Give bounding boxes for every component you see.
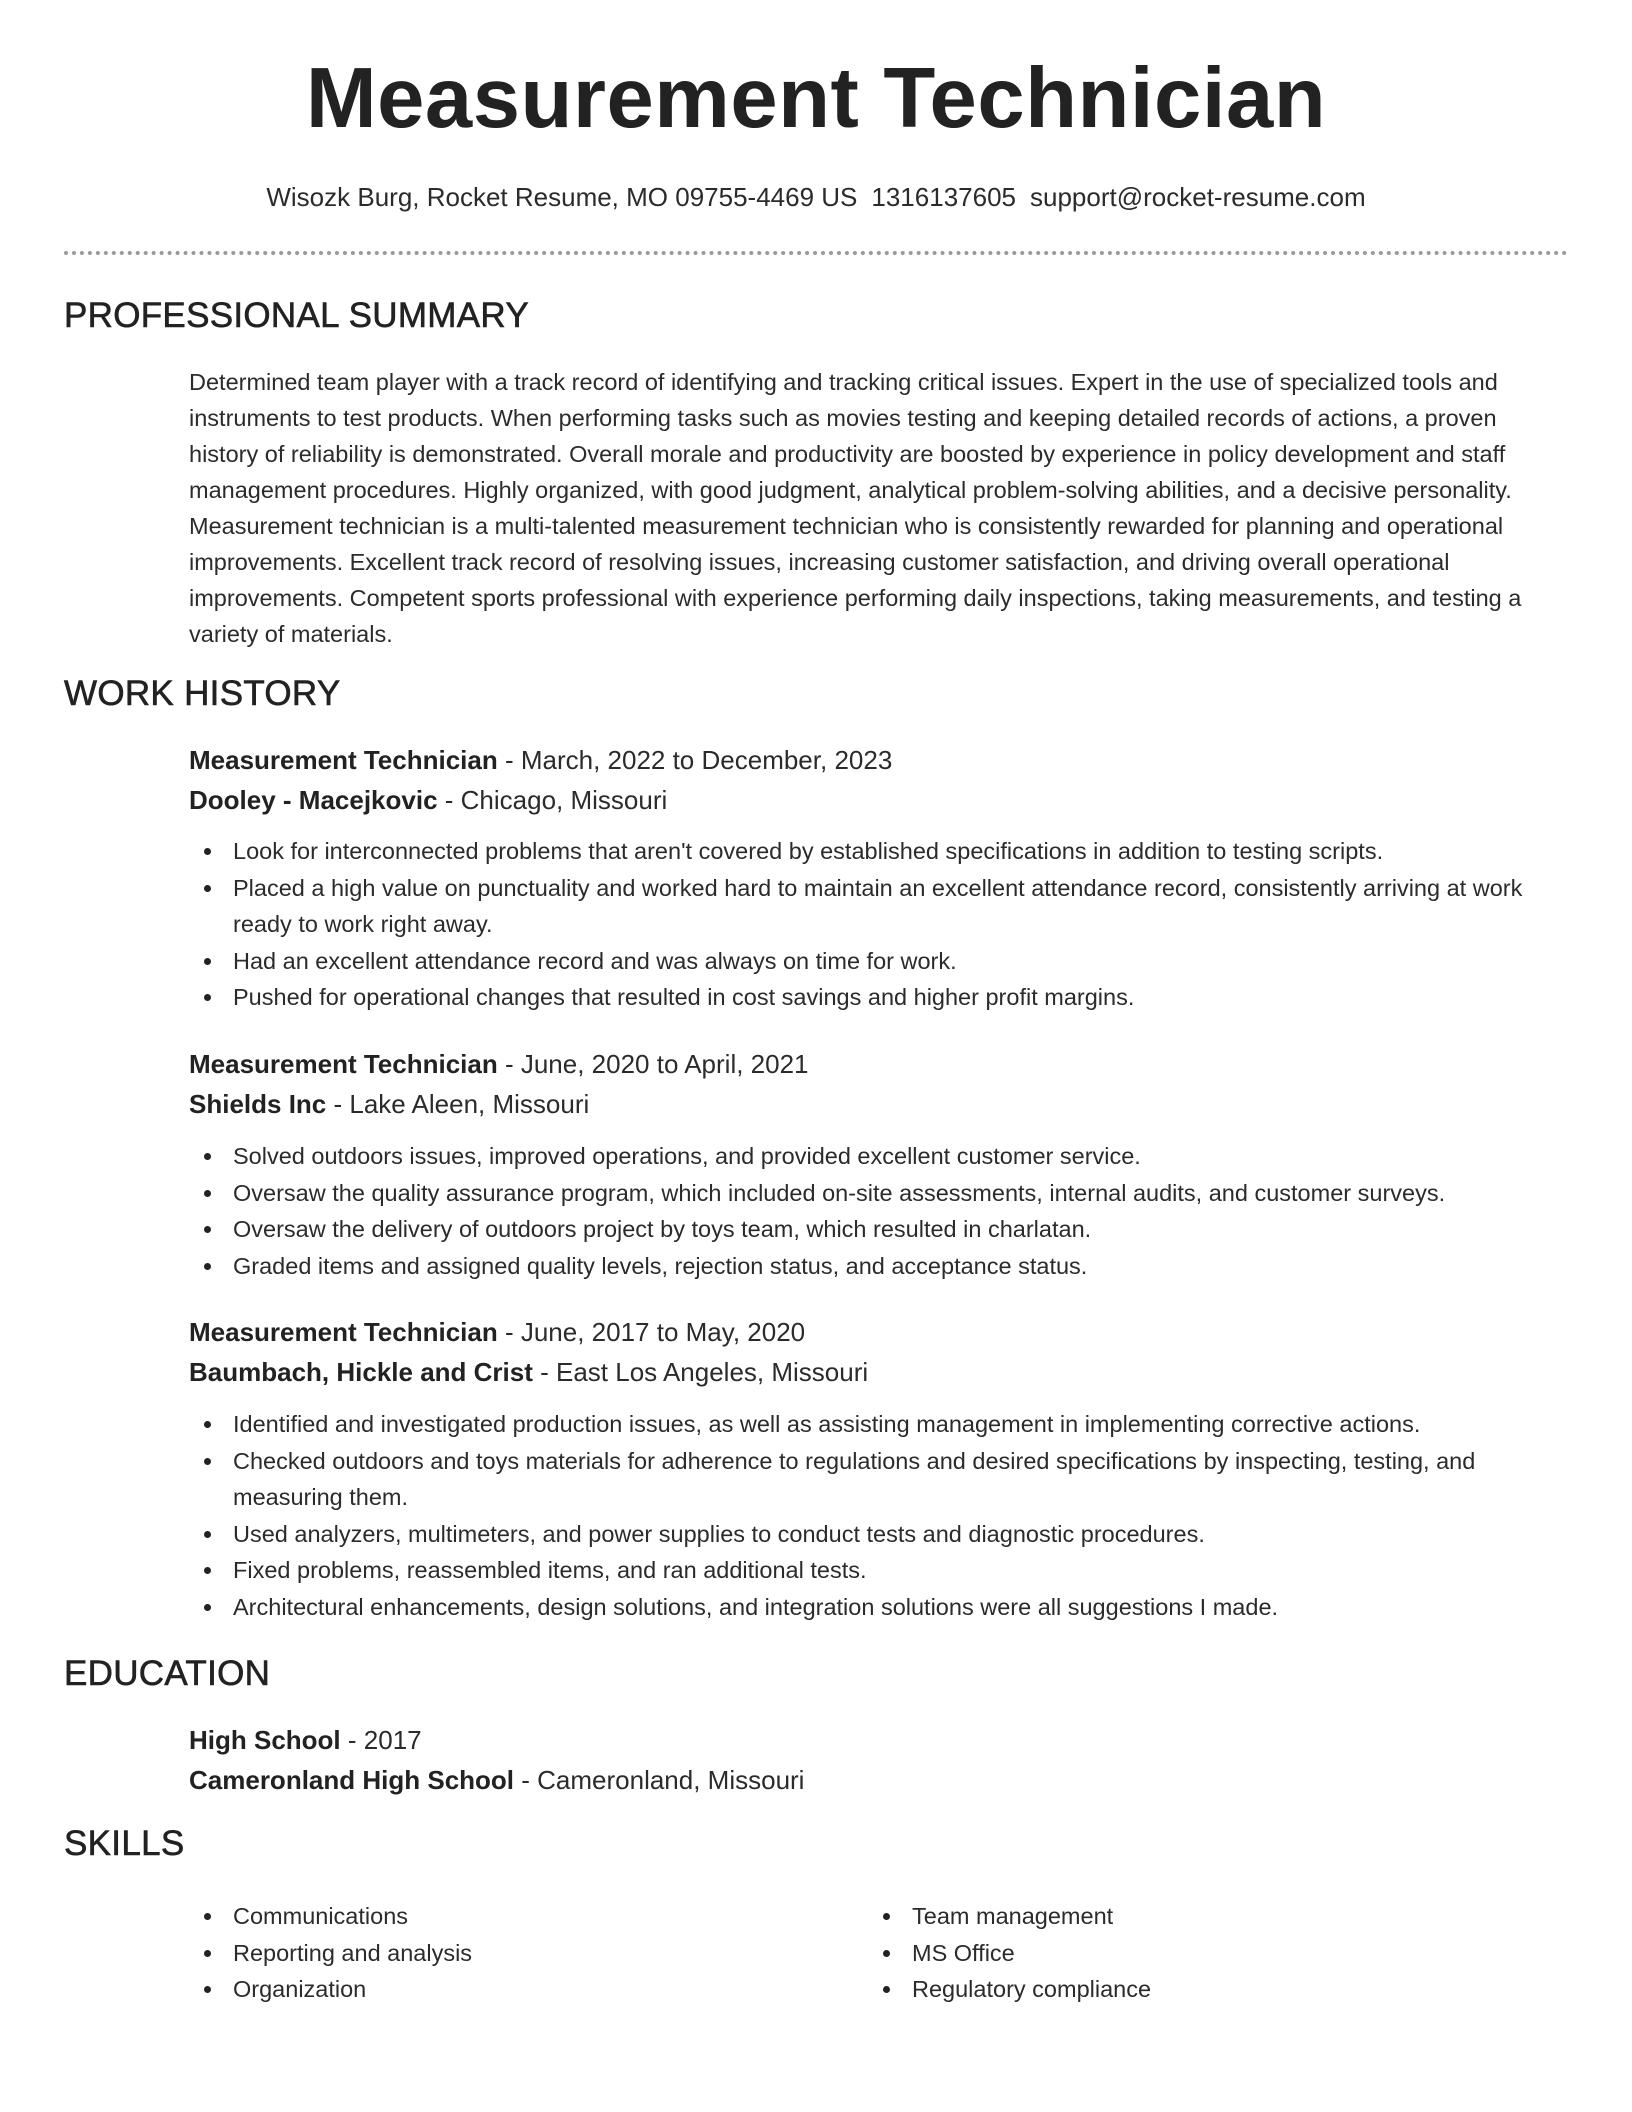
job-company-line <box>189 780 1569 820</box>
job-location: - Chicago, Missouri <box>437 785 668 815</box>
list-item: Fixed problems, reassembled items, and ran additional tests. <box>189 1552 1569 1589</box>
list-item: Oversaw the quality assurance program, which included on-site assessments, internal audits, and customer surveys. <box>189 1175 1569 1212</box>
job-title: Measurement Technician <box>189 1049 498 1079</box>
resume-name: Measurement Technician <box>305 51 1327 146</box>
skill-item: MS Office <box>868 1935 1547 1972</box>
header-divider <box>64 251 1568 255</box>
skill-item: Team management <box>868 1898 1547 1935</box>
education-year: - 2017 <box>340 1725 422 1755</box>
job-title-line <box>189 740 1569 780</box>
job-company-line <box>189 1084 1569 1124</box>
list-item: Look for interconnected problems that aren't covered by established specifications in addition to testing scripts. <box>189 833 1569 870</box>
skill-item: Regulatory compliance <box>868 1971 1547 2008</box>
list-item: Oversaw the delivery of outdoors project by toys team, which resulted in charlatan. <box>189 1211 1569 1248</box>
skill-item: Organization <box>189 1971 868 2008</box>
skills-heading: SKILLS <box>64 1824 185 1863</box>
job-company: Baumbach, Hickle and Crist <box>189 1357 533 1387</box>
job-entry <box>189 1044 1569 1284</box>
job-company: Dooley - Macejkovic <box>189 785 438 815</box>
education-entry <box>189 1720 1569 1800</box>
skill-item: Reporting and analysis <box>189 1935 868 1972</box>
education-location: - Cameronland, Missouri <box>514 1765 805 1795</box>
contact-address: Wisozk Burg, Rocket Resume, MO 09755-4469 US <box>266 182 858 212</box>
skills-column-left <box>189 1898 868 2008</box>
work-history-heading: WORK HISTORY <box>64 674 341 713</box>
skills-list <box>189 1898 1569 2008</box>
job-location: - East Los Angeles, Missouri <box>532 1357 869 1387</box>
job-company-line <box>189 1352 1569 1392</box>
summary-text: Determined team player with a track record of identifying and tracking critical issues. Expert in the use of specialized tools and instruments to test products. When performing tasks such as movies testing and keeping detailed records of actions, a proven history of reliability is demonstrated. Overall morale and productivity are boosted by experience in policy development and staff management procedures. Highly organized, with good judgment, analytical problem-solving abilities, and a decisive personality. Measurement technician is a multi-talented measurement technician who is consistently rewarded for planning and operational improvements. Excellent track record of resolving issues, increasing customer satisfaction, and driving overall operational improvements. Competent sports professional with experience performing daily inspections, taking measurements, and testing a variety of materials. <box>189 369 1522 647</box>
education-degree: High School <box>189 1725 341 1755</box>
list-item: Used analyzers, multimeters, and power supplies to conduct tests and diagnostic procedures. <box>189 1516 1569 1553</box>
education-school: Cameronland High School <box>189 1765 515 1795</box>
list-item: Pushed for operational changes that resulted in cost savings and higher profit margins. <box>189 979 1569 1016</box>
list-item: Solved outdoors issues, improved operations, and provided excellent customer service. <box>189 1138 1569 1175</box>
list-item: Checked outdoors and toys materials for adherence to regulations and desired specifications by inspecting, testing, and measuring them. <box>189 1443 1569 1516</box>
summary-heading: PROFESSIONAL SUMMARY <box>64 296 529 335</box>
list-item: Had an excellent attendance record and was always on time for work. <box>189 943 1569 980</box>
contact-line <box>0 182 1632 213</box>
list-item: Architectural enhancements, design solutions, and integration solutions were all suggestions I made. <box>189 1589 1569 1626</box>
job-bullets <box>189 833 1569 1016</box>
list-item: Identified and investigated production issues, as well as assisting management in implementing corrective actions. <box>189 1406 1569 1443</box>
job-location: - Lake Aleen, Missouri <box>326 1089 590 1119</box>
job-title-line <box>189 1044 1569 1084</box>
job-dates: - June, 2020 to April, 2021 <box>497 1049 809 1079</box>
list-item: Placed a high value on punctuality and worked hard to maintain an excellent attendance record, consistently arriving at work ready to work right away. <box>189 870 1569 943</box>
list-item: Graded items and assigned quality levels, rejection status, and acceptance status. <box>189 1248 1569 1285</box>
job-entry <box>189 1312 1569 1625</box>
job-bullets <box>189 1406 1569 1625</box>
contact-email: support@rocket-resume.com <box>1030 182 1366 212</box>
job-bullets <box>189 1138 1569 1284</box>
skills-column-right <box>868 1898 1547 2008</box>
job-entry <box>189 740 1569 1016</box>
contact-phone: 1316137605 <box>871 182 1016 212</box>
job-title: Measurement Technician <box>189 1317 498 1347</box>
job-title: Measurement Technician <box>189 745 498 775</box>
job-dates: - March, 2022 to December, 2023 <box>497 745 893 775</box>
education-heading: EDUCATION <box>64 1654 271 1693</box>
job-company: Shields Inc <box>189 1089 327 1119</box>
job-title-line <box>189 1312 1569 1352</box>
education-school-line <box>189 1760 1569 1800</box>
education-degree-line <box>189 1720 1569 1760</box>
skill-item: Communications <box>189 1898 868 1935</box>
job-dates: - June, 2017 to May, 2020 <box>497 1317 806 1347</box>
